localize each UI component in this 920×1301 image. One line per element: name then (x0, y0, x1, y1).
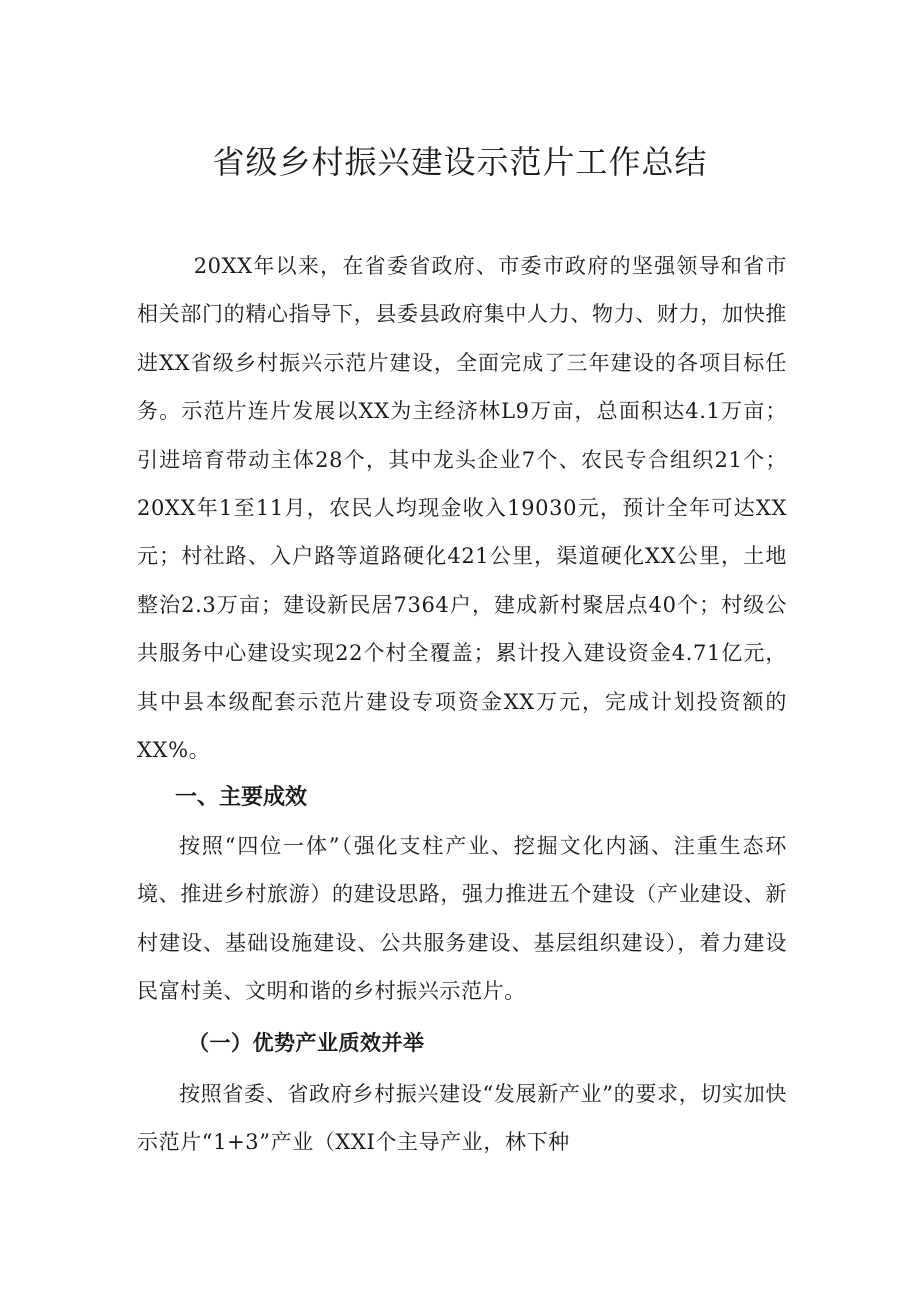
main-results-paragraph: 按照“四位一体”（强化支柱产业、挖掘文化内涵、注重生态环境、推进乡村旅游）的建设思路，强力推进五个建设（产业建设、新村建设、基础设施建设、公共服务建设、基层组织建设），着力建设民富村美、文明和谐的乡村振兴示范片。 (137, 834, 787, 1004)
industry-paragraph: 按照省委、省政府乡村振兴建设“发展新产业”的要求，切实加快示范片“1+3”产业（XXI个主导产业，林下种 (137, 1082, 787, 1155)
section-heading-main-results: 一、主要成效 (175, 785, 308, 810)
document-title: 省级乡村振兴建设示范片工作总结 (212, 143, 708, 181)
subsection-heading-industry: （一）优势产业质效并举 (188, 1030, 425, 1055)
intro-paragraph: 20XX年以来，在省委省政府、市委市政府的坚强领导和省市相关部门的精心指导下，县委县政府集中人力、物力、财力，加快推进XX省级乡村振兴示范片建设，全面完成了三年建设的各项目标任务。示范片连片发展以XX为主经济林L9万亩，总面积达4.1万亩；引进培育带动主体28个，其中龙头企业7个、农民专合组织21个；20XX年1至11月，农民人均现金收入19030元，预计全年可达XX元；村社路、入户路等道路硬化421公里，渠道硬化XX公里，土地整治2.3万亩；建设新民居7364户，建成新村聚居点40个；村级公共服务中心建设实现22个村全覆盖；累计投入建设资金4.71亿元，其中县本级配套示范片建设专项资金XX万元，完成计划投资额的XX%。 (137, 254, 787, 763)
